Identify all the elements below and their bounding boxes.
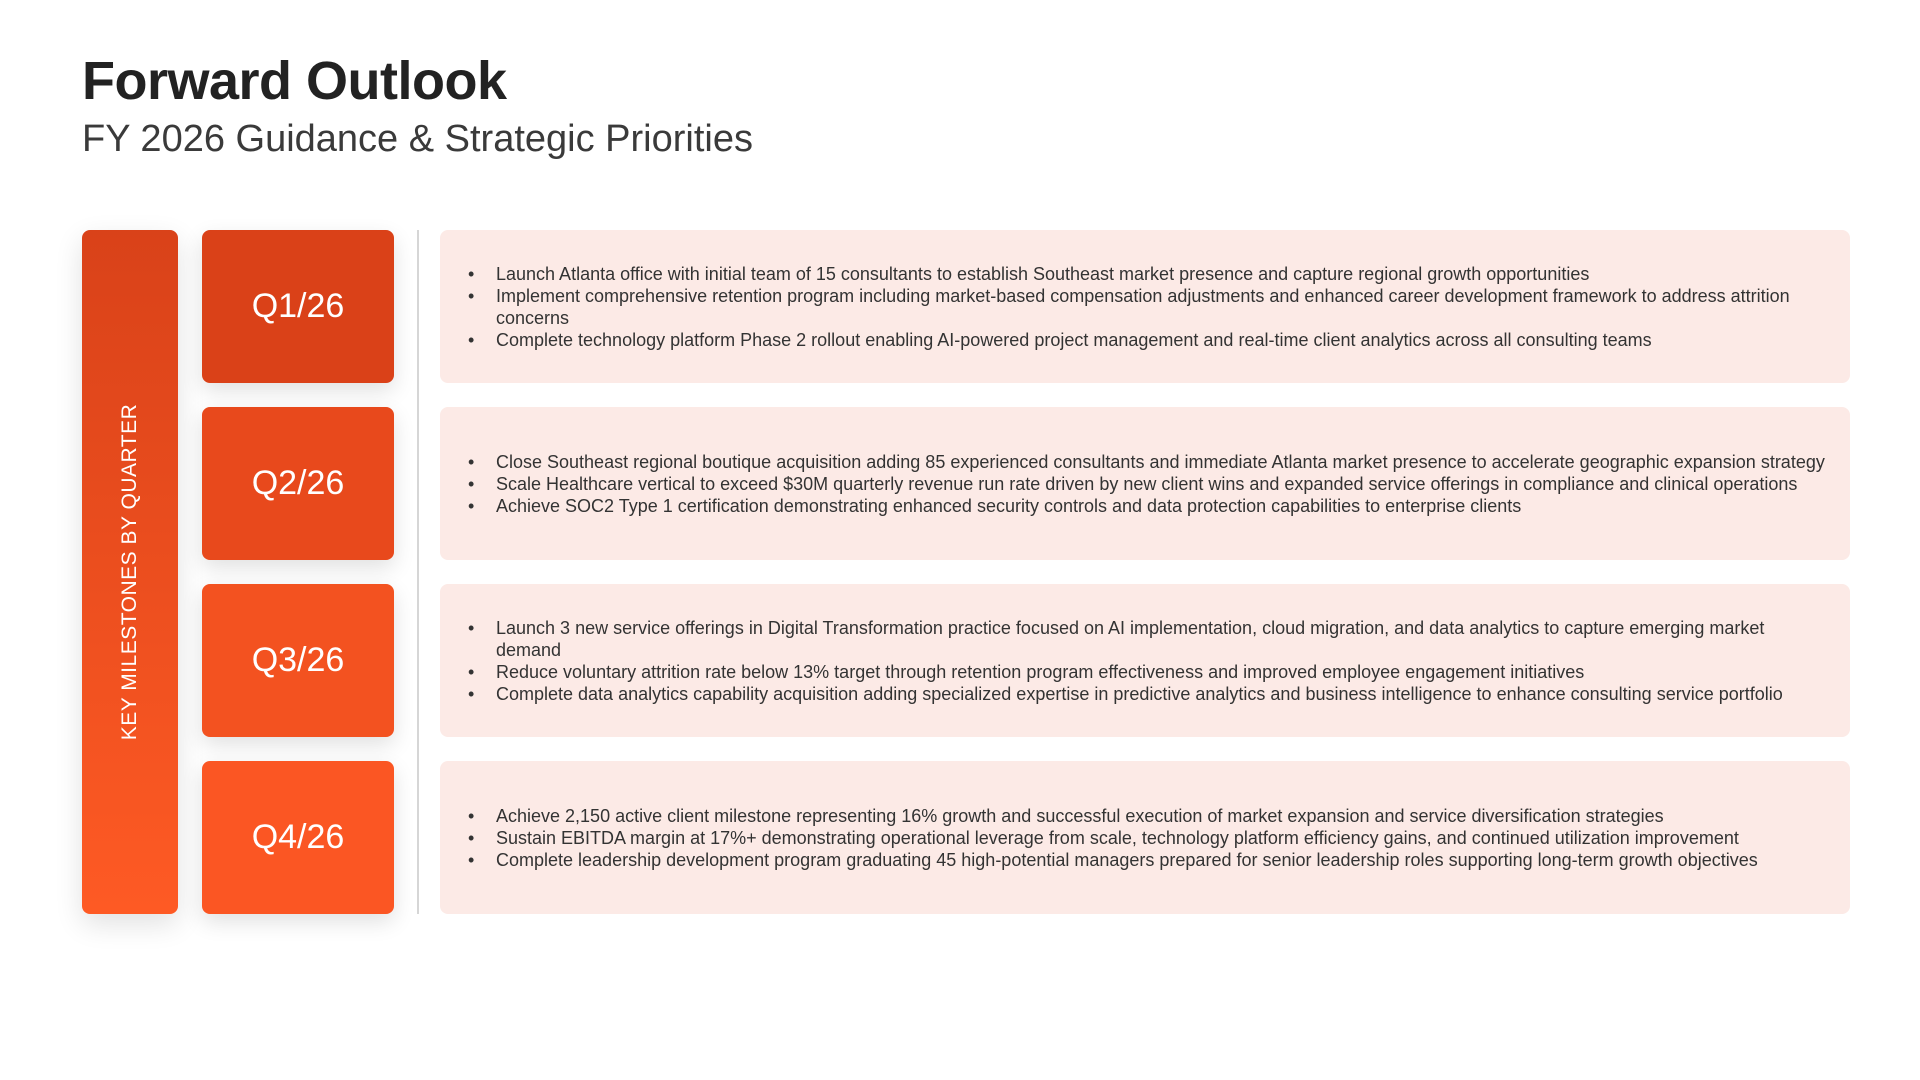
quarter-badge-q3 (202, 584, 394, 737)
milestone-list (468, 617, 1826, 705)
quarter-badge-q2 (202, 407, 394, 560)
milestone-list (468, 451, 1826, 517)
milestone-item: • Achieve SOC2 Type 1 certification demonstrating enhanced security controls and data protection capabilities to enterprise clients (468, 495, 1826, 517)
quarter-label: Q1/26 (251, 287, 345, 325)
milestone-item: • Sustain EBITDA margin at 17%+ demonstrating operational leverage from scale, technology platform efficiency gains, and continued utilization improvement (468, 827, 1826, 849)
quarter-panel-q4 (440, 761, 1850, 914)
quarter-label: Q4/26 (251, 818, 345, 856)
side-bar-label: KEY MILESTONES BY QUARTER (118, 403, 141, 741)
milestone-item: • Implement comprehensive retention program including market-based compensation adjustments and enhanced career development framework to address attrition concerns (468, 285, 1826, 329)
quarter-badge-q4 (202, 761, 394, 914)
milestone-item: • Complete technology platform Phase 2 rollout enabling AI-powered project management and real-time client analytics across all consulting teams (468, 329, 1826, 351)
milestone-item: • Close Southeast regional boutique acquisition adding 85 experienced consultants and immediate Atlanta market presence to accelerate geographic expansion strategy (468, 451, 1826, 473)
quarter-panel-q1 (440, 230, 1850, 383)
milestone-item: • Launch 3 new service offerings in Digital Transformation practice focused on AI implementation, cloud migration, and data analytics to capture emerging market demand (468, 617, 1826, 661)
milestone-list (468, 805, 1826, 871)
quarter-label: Q3/26 (251, 641, 345, 679)
vertical-divider (417, 230, 419, 914)
quarter-panel-q2 (440, 407, 1850, 560)
milestone-item: • Reduce voluntary attrition rate below 13% target through retention program effectiveness and improved employee engagement initiatives (468, 661, 1826, 683)
quarter-badge-q1 (202, 230, 394, 383)
milestone-list (468, 263, 1826, 351)
milestone-item: • Complete data analytics capability acquisition adding specialized expertise in predictive analytics and business intelligence to enhance consulting service portfolio (468, 683, 1826, 705)
milestone-item: • Complete leadership development program graduating 45 high-potential managers prepared for senior leadership roles supporting long-term growth objectives (468, 849, 1826, 871)
quarter-panel-q3 (440, 584, 1850, 737)
milestone-item: • Scale Healthcare vertical to exceed $30M quarterly revenue run rate driven by new client wins and expanded service offerings in compliance and clinical operations (468, 473, 1826, 495)
milestone-item: • Launch Atlanta office with initial team of 15 consultants to establish Southeast market presence and capture regional growth opportunities (468, 263, 1826, 285)
quarter-label: Q2/26 (251, 464, 345, 502)
milestones-side-bar (82, 230, 178, 914)
milestone-item: • Achieve 2,150 active client milestone representing 16% growth and successful execution of market expansion and service diversification strategies (468, 805, 1826, 827)
page-subtitle: FY 2026 Guidance & Strategic Priorities (82, 118, 753, 160)
page-title: Forward Outlook (82, 51, 507, 111)
